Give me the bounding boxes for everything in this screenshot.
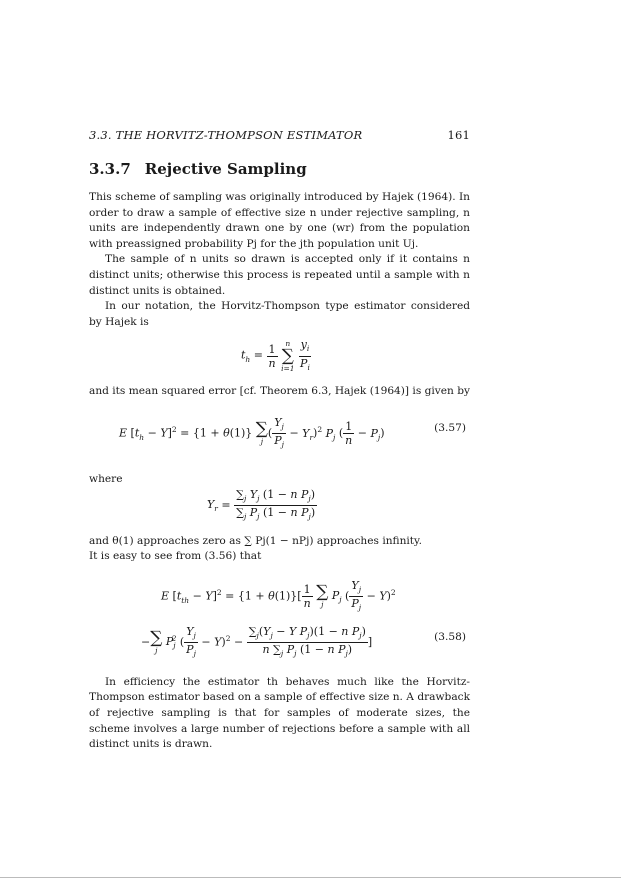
equation-3-58-line2: − ∑ j $P_j^2$ ( $\frac{Y_j}{P_j}$ − Y)$^2$ − $\frac{\sum_j(Y_j - Y P_j)(1 - n P_j)}{n \sum_j P_j (1 - n P_j)}$ ] (3.58)	[141, 624, 466, 659]
paragraph-theta: and θ(1) approaches zero as ∑ Pj(1 − nPj) approaches infinity.	[89, 534, 423, 547]
equation-3-58-line1: E $[t_{th} - Y]^2 = \{1 + \theta(1)\}$[ $\frac{1}{n}$ ∑ j $P_j$ ( $\frac{Y_j}{P_j}$ − Y)$^2$	[161, 578, 396, 613]
running-head-title: 3.3. THE HORVITZ-THOMPSON ESTIMATOR	[89, 128, 363, 142]
section-heading	[89, 160, 470, 178]
paragraph-intro: This scheme of sampling was originally introduced by Hajek (1964). In order to draw a sample of effective size n under rejective sampling, n units are independently drawn one by one (wr) from the population with preassigned probability Pj for the jth population unit Uj.	[89, 191, 470, 250]
paragraph-where: where	[89, 472, 123, 485]
paragraph-mse-intro: and its mean squared error [cf. Theorem 6.3, Hajek (1964)] is given by	[89, 385, 471, 398]
section-title: Rejective Sampling	[144, 160, 307, 178]
equation-estimator: $t_h$ = $\frac{1}{n}$ n ∑ i=1 $\frac{y_i}{P_i}$	[241, 338, 310, 374]
paragraph-notation: In our notation, the Horvitz-Thompson type estimator considered by Hajek is	[89, 300, 470, 328]
paragraph-acceptance: The sample of n units so drawn is accepted only if it contains n distinct units; otherwise this process is repeated until a sample with n distinct units is obtained.	[89, 253, 470, 297]
running-head	[89, 128, 470, 142]
equation-number-3-57: (3.57)	[434, 421, 466, 434]
equation-number-3-58: (3.58)	[434, 630, 466, 643]
equation-3-57: E $[t_h - Y]^2 = \{1 + \theta(1)\}$ ∑ j ( $\frac{Y_j}{P_j}$ − $Y_r)^2$ $P_j$ ( $\frac{1}{n}$ − $P_j$) (3.57)	[119, 415, 466, 450]
paragraph-efficiency: In efficiency the estimator th behaves much like the Horvitz-Thompson estimator based on a sample of effective size n. A drawback of rejective sampling is that for samples of moderate sizes, the scheme involves a large number of rejections before a sample with all distinct units is drawn.	[89, 675, 470, 751]
section-number: 3.3.7	[89, 160, 131, 178]
page-content	[89, 128, 470, 753]
page-number: 161	[447, 128, 470, 142]
paragraph-easy-to-see: It is easy to see from (3.56) that	[89, 550, 262, 563]
equation-yr: $Y_r$ = $\frac{\sum_j Y_j (1 - n P_j)}{\sum_j P_j (1 - n P_j)}$	[207, 487, 316, 521]
